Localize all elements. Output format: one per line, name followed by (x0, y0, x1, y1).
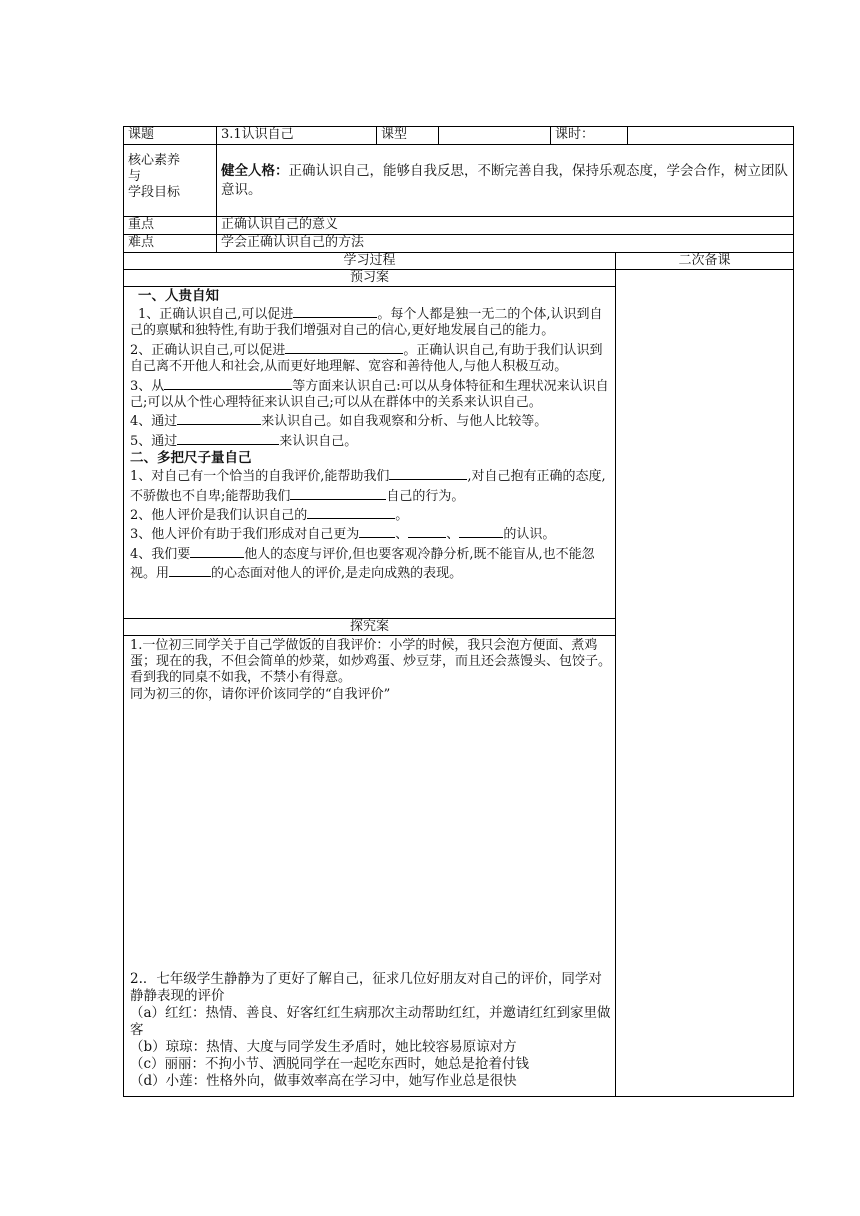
hours-label: 课时： (551, 127, 628, 145)
goals-label (124, 145, 217, 217)
fill-blank[interactable] (307, 505, 395, 519)
explore-question-2: 2.．七年级学生静静为了更好了解自己，征求几位好朋友对自己的评价，同学对静静表现的评价 (130, 970, 602, 1004)
fill-blank[interactable] (169, 563, 211, 577)
difficulty-label: 难点 (124, 235, 217, 253)
fill-blank[interactable] (293, 304, 377, 318)
section1-item-3: 3、从 等方面来认识自己:可以从身体特征和生理状况来认识自己;可以从个性心理特征来认识自己;可以从在群体中的关系来认识自己。 (130, 376, 611, 412)
answer-space[interactable] (130, 703, 611, 971)
section1-item-5: 5、通过 来认识自己。 (130, 431, 611, 450)
explore-question-2-b: （b）琼琼：热情、大度与同学发生矛盾时，她比较容易原谅对方 (130, 1038, 517, 1055)
type-value (439, 127, 551, 145)
topic-value: 3.1认识自己 (217, 127, 377, 145)
preview-title: 预习案 (124, 270, 616, 287)
type-label: 课型 (377, 127, 439, 145)
goals-label-line1: 核心素养 (128, 153, 181, 168)
fill-blank[interactable] (408, 524, 446, 538)
second-prep-cell (616, 270, 794, 1097)
goals-content (217, 145, 794, 217)
key-point-label: 重点 (124, 217, 217, 235)
difficulty-row (124, 235, 794, 253)
topic-label: 课题 (124, 127, 217, 145)
fill-blank[interactable] (177, 431, 279, 445)
key-point-row (124, 217, 794, 235)
difficulty-value: 学会正确认识自己的方法 (217, 235, 794, 253)
section1-heading: 一、人贵自知 (138, 288, 219, 304)
fill-blank[interactable] (389, 466, 467, 480)
goals-label-line3: 学段目标 (128, 185, 181, 200)
explore-content (124, 636, 616, 1097)
explore-question-2-d: （d）小莲：性格外向，做事效率高在学习中，她写作业总是很快 (130, 1072, 517, 1089)
explore-question-1: 1.一位初三同学关于自己学做饭的自我评价：小学的时候，我只会泡方便面、煮鸡蛋；现在的我，不但会简单的炒菜，如炒鸡蛋、炒豆芽，而且还会蒸馒头、包饺子。看到我的同桌不如我，不禁小有得意。 (130, 638, 612, 686)
preview-title-row (124, 270, 794, 287)
explore-title: 探究案 (124, 619, 616, 636)
goals-label-line2: 与 (128, 169, 142, 184)
section1-item-4: 4、通过 来认识自己。如自我观察和分析、与他人比较等。 (130, 411, 611, 430)
goals-text: 正确认识自己，能够自我反思，不断完善自我，保持乐观态度，学会合作，树立团队意识。 (221, 163, 788, 198)
goals-bold-prefix: 健全人格： (221, 163, 289, 179)
fill-blank[interactable] (190, 544, 244, 558)
header-row (124, 127, 794, 145)
section2-item-2: 2、他人评价是我们认识自己的 。 (130, 505, 611, 524)
goals-row (124, 145, 794, 217)
section2-item-1: 1、对自己有一个恰当的自我评价,能帮助我们 ,对自己抱有正确的态度,不骄傲也不自卑;能帮助我们 自己的行为。 (130, 466, 611, 505)
hours-value (628, 127, 794, 145)
section1-item-1: 1、正确认识自己,可以促进 。每个人都是独一无二的个体,认识到自己的禀赋和独特性,有助于我们增强对自己的信心,更好地发展自己的能力。 (130, 304, 611, 340)
section2-item-3: 3、他人评价有助于我们形成对自己更为 、 、 的认识。 (130, 524, 611, 543)
section2-heading: 二、多把尺子量自己 (130, 450, 252, 467)
key-point-value: 正确认识自己的意义 (217, 217, 794, 235)
fill-blank[interactable] (177, 411, 261, 425)
lesson-plan-page (123, 126, 793, 1097)
fill-blank[interactable] (459, 524, 503, 538)
process-column-header: 学习过程 (124, 253, 616, 270)
preview-content (124, 287, 616, 619)
fill-blank[interactable] (290, 486, 386, 500)
explore-question-2-c: （c）丽丽：不拘小节、洒脱同学在一起吃东西时，她总是抢着付钱 (130, 1055, 530, 1072)
explore-question-1-ask: 同为初三的你，请你评价该同学的“自我评价” (130, 686, 391, 702)
section2-item-4: 4、我们要 他人的态度与评价,但也要客观冷静分析,既不能盲从,也不能忽视。用 的心态面对他人的评价,是走向成熟的表现。 (130, 544, 611, 583)
explore-question-2-a: （a）红红：热情、善良、好客红红生病那次主动帮助红红，并邀请红红到家里做客 (130, 1004, 611, 1038)
lesson-plan-table (123, 126, 794, 1097)
section1-item-2: 2、正确认识自己,可以促进 。正确认识自己,有助于我们认识到自己离不开他人和社会,从而更好地理解、宽容和善待他人,与他人积极互动。 (130, 340, 611, 376)
fill-blank[interactable] (164, 376, 292, 390)
fill-blank[interactable] (285, 340, 403, 354)
column-header-row (124, 253, 794, 270)
second-prep-column-header: 二次备课 (616, 253, 794, 270)
fill-blank[interactable] (359, 524, 395, 538)
